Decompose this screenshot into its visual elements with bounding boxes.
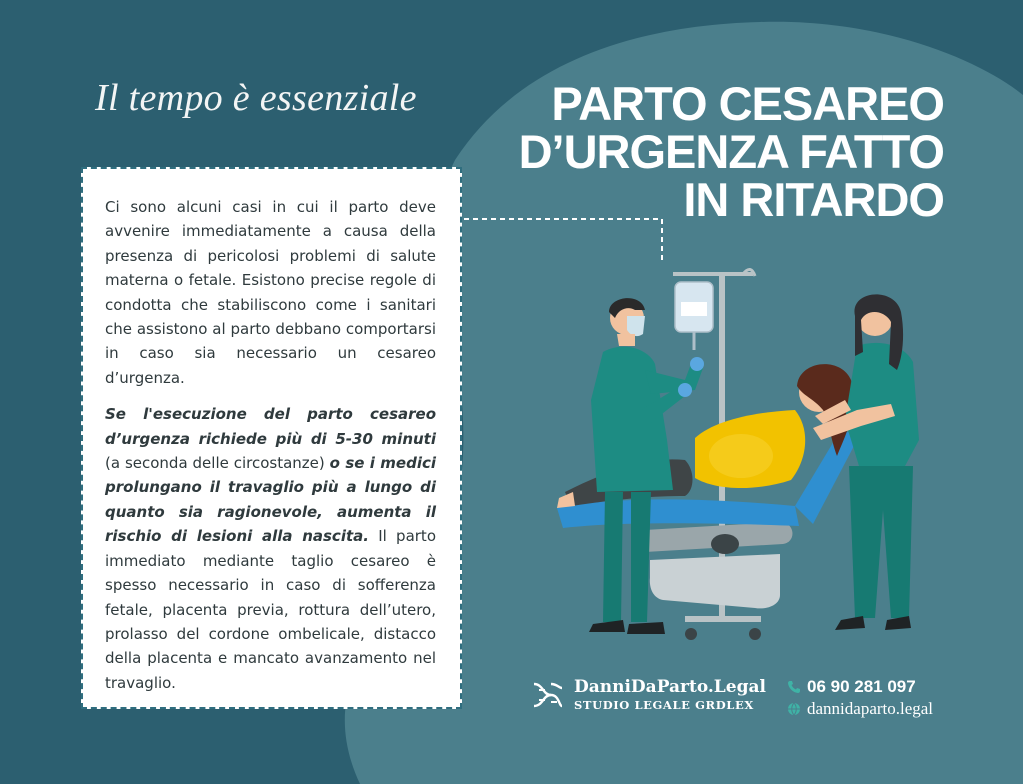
paragraph-2-text-1: (a seconda delle circostanze) [105,454,330,473]
contact-phone[interactable] [787,677,933,697]
contact-website[interactable] [787,699,933,719]
iv-bag [675,282,713,350]
subtitle: Il tempo è essenziale [95,77,417,119]
headline-line-1: PARTO CESAREO [551,77,944,130]
globe-icon [787,702,801,716]
dna-knot-logo-icon [531,678,565,712]
brand-text [574,677,766,713]
headline-line-3: IN RITARDO [683,173,944,226]
phone-icon [787,680,801,694]
paragraph-2-emphasis-2: o se i medici prolungano il travaglio più a lungo di quanto sia ragionevole, aumenta il rischio di lesioni alla nascita. [105,454,436,546]
brand-studio: STUDIO LEGALE GRDLEX [574,698,754,712]
brand [531,677,766,713]
headline-line-2: D’URGENZA FATTO [518,125,944,178]
website-link: dannidaparto.legal [807,699,934,718]
phone-number: 06 90 281 097 [807,677,916,696]
paragraph-2-emphasis-1: Se l'esecuzione del parto cesareo d’urgenza richiede più di 5-30 minuti [105,405,436,448]
paragraph-2 [105,402,436,695]
paragraph-1: Ci sono alcuni casi in cui il parto deve avvenire immediatamente a causa della presenza di pericolosi problemi di salute materna o fetale. Esistono precise regole di condotta che stabiliscono come i sanitari che assistono al parto debbano comportarsi in caso sia necessario un cesareo d’urgenza. [105,198,436,387]
text-card [81,167,462,709]
illustration-delivery-scene [545,260,935,660]
contacts [787,677,933,719]
paragraph-2-text-2: Il parto immediato mediante taglio cesareo è spesso necessario in caso di sofferenza fetale, placenta previa, rottura dell’utero, prolasso del cordone ombelicale, distacco della placenta e mancato avanzamento nel travaglio. [105,527,436,692]
brand-name: DanniDaParto.Legal [574,677,766,697]
headline [518,77,944,226]
